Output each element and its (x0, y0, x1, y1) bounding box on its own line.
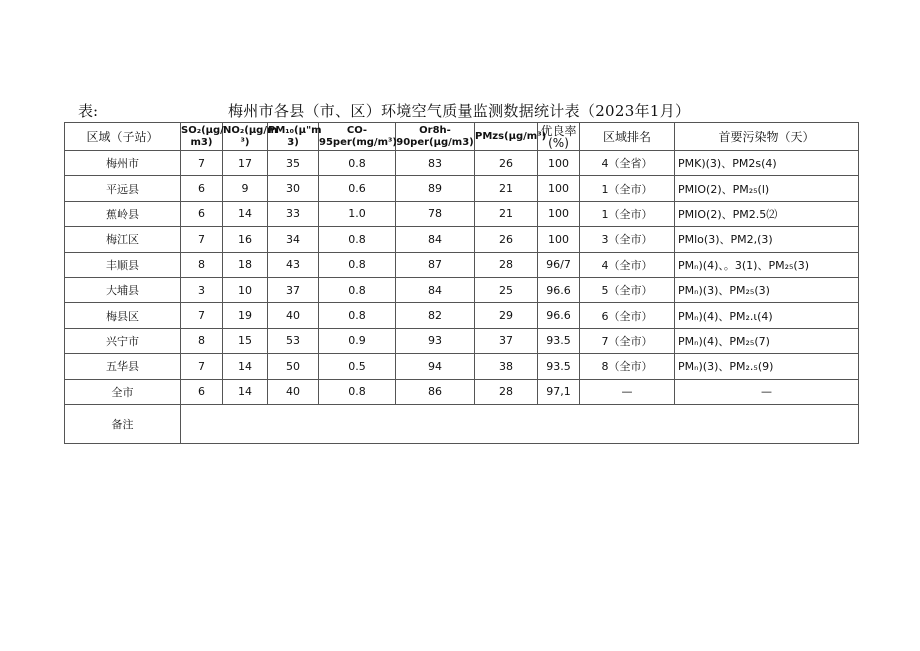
cell-pm25: 28 (475, 252, 538, 277)
header-so2: SO₂(μg/ m3) (181, 123, 223, 151)
cell-so2: 8 (181, 252, 223, 277)
cell-co: 0.8 (319, 252, 396, 277)
cell-pm10: 40 (268, 303, 319, 328)
cell-region: 梅州市 (65, 151, 181, 176)
cell-pm10: 40 (268, 379, 319, 404)
cell-o3: 78 (396, 201, 475, 226)
cell-so2: 8 (181, 328, 223, 353)
cell-co: 0.6 (319, 176, 396, 201)
cell-rate: 93.5 (538, 328, 580, 353)
cell-o3: 84 (396, 227, 475, 252)
header-no2: NO₂(μg/m ³) (223, 123, 268, 151)
cell-rank: — (580, 379, 675, 404)
cell-so2: 6 (181, 201, 223, 226)
cell-no2: 9 (223, 176, 268, 201)
cell-o3: 93 (396, 328, 475, 353)
cell-co: 0.8 (319, 227, 396, 252)
header-co: CO- 95per(mg/m³) (319, 123, 396, 151)
table-row (65, 201, 859, 226)
cell-pm10: 35 (268, 151, 319, 176)
cell-rate: 96/7 (538, 252, 580, 277)
header-rate: 优良率 (%) (538, 123, 580, 151)
cell-rank: 1（全市） (580, 201, 675, 226)
table-row-total (65, 379, 859, 404)
table-row (65, 252, 859, 277)
table-label: 表: (78, 102, 99, 120)
cell-co: 0.5 (319, 354, 396, 379)
cell-rate: 100 (538, 176, 580, 201)
cell-rate: 96.6 (538, 303, 580, 328)
cell-o3: 94 (396, 354, 475, 379)
cell-region: 丰顺县 (65, 252, 181, 277)
cell-rate: 100 (538, 227, 580, 252)
cell-pm10: 33 (268, 201, 319, 226)
cell-co: 1.0 (319, 201, 396, 226)
cell-region: 梅江区 (65, 227, 181, 252)
table-row (65, 277, 859, 302)
cell-o3: 89 (396, 176, 475, 201)
cell-no2: 14 (223, 354, 268, 379)
cell-so2: 7 (181, 354, 223, 379)
page-title: 梅州市各县（市、区）环境空气质量监测数据统计表（2023年1月） (228, 102, 691, 120)
cell-no2: 16 (223, 227, 268, 252)
cell-primary: — (675, 379, 859, 404)
header-primary: 首要污染物（天） (675, 123, 859, 151)
cell-rank: 8（全市） (580, 354, 675, 379)
cell-pm10: 34 (268, 227, 319, 252)
header-o3: Or8h- 90per(μg/m3) (396, 123, 475, 151)
cell-co: 0.8 (319, 151, 396, 176)
cell-o3: 83 (396, 151, 475, 176)
cell-so2: 7 (181, 151, 223, 176)
cell-region: 蕉岭县 (65, 201, 181, 226)
cell-co: 0.8 (319, 379, 396, 404)
cell-primary: PMₙ)(3)、PM₂₅(3) (675, 277, 859, 302)
cell-rank: 5（全市） (580, 277, 675, 302)
header-pm25: PMzs(μg/m³) (475, 123, 538, 151)
header-rank: 区域排名 (580, 123, 675, 151)
cell-region: 五华县 (65, 354, 181, 379)
table-row (65, 328, 859, 353)
cell-rank: 1（全市） (580, 176, 675, 201)
cell-rate: 100 (538, 151, 580, 176)
header-pm10: PM₁₀(μ"m 3) (268, 123, 319, 151)
cell-o3: 86 (396, 379, 475, 404)
cell-o3: 82 (396, 303, 475, 328)
cell-so2: 6 (181, 176, 223, 201)
cell-pm25: 21 (475, 176, 538, 201)
cell-rate: 93.5 (538, 354, 580, 379)
cell-no2: 14 (223, 379, 268, 404)
cell-o3: 87 (396, 252, 475, 277)
cell-rank: 3（全市） (580, 227, 675, 252)
remark-row (65, 404, 859, 443)
cell-no2: 17 (223, 151, 268, 176)
cell-region: 兴宁市 (65, 328, 181, 353)
table-row (65, 176, 859, 201)
cell-primary: PMIO(2)、PM₂₅(l) (675, 176, 859, 201)
cell-rank: 4（全市） (580, 252, 675, 277)
cell-primary: PMₙ)(4)、PM₂₅(7) (675, 328, 859, 353)
cell-so2: 6 (181, 379, 223, 404)
cell-pm25: 26 (475, 151, 538, 176)
cell-no2: 10 (223, 277, 268, 302)
cell-pm25: 37 (475, 328, 538, 353)
cell-pm25: 28 (475, 379, 538, 404)
table-row (65, 151, 859, 176)
cell-so2: 7 (181, 227, 223, 252)
cell-rank: 4（全省） (580, 151, 675, 176)
cell-primary: PMK)(3)、PM2s(4) (675, 151, 859, 176)
cell-so2: 7 (181, 303, 223, 328)
remark-value (181, 404, 859, 443)
cell-rate: 96.6 (538, 277, 580, 302)
title-row (0, 100, 920, 122)
cell-primary: PMₙ)(3)、PM₂.₅(9) (675, 354, 859, 379)
cell-pm25: 38 (475, 354, 538, 379)
table-row (65, 354, 859, 379)
cell-pm10: 30 (268, 176, 319, 201)
cell-rate: 97,1 (538, 379, 580, 404)
cell-pm25: 25 (475, 277, 538, 302)
cell-no2: 15 (223, 328, 268, 353)
remark-label: 备注 (65, 404, 181, 443)
cell-region: 平远县 (65, 176, 181, 201)
cell-rank: 6（全市） (580, 303, 675, 328)
cell-rank: 7（全市） (580, 328, 675, 353)
header-row (65, 123, 859, 151)
cell-primary: PMₙ)(4)、PM₂.ι(4) (675, 303, 859, 328)
cell-primary: PMIO(2)、PM2.5⑵ (675, 201, 859, 226)
cell-pm25: 29 (475, 303, 538, 328)
cell-pm10: 43 (268, 252, 319, 277)
cell-pm25: 26 (475, 227, 538, 252)
cell-o3: 84 (396, 277, 475, 302)
air-quality-table (64, 122, 859, 444)
cell-no2: 19 (223, 303, 268, 328)
cell-co: 0.8 (319, 303, 396, 328)
table-row (65, 303, 859, 328)
cell-rate: 100 (538, 201, 580, 226)
cell-region: 梅县区 (65, 303, 181, 328)
cell-no2: 18 (223, 252, 268, 277)
cell-primary: PMlo(3)、PM2,(3) (675, 227, 859, 252)
cell-so2: 3 (181, 277, 223, 302)
table-row (65, 227, 859, 252)
cell-region: 大埔县 (65, 277, 181, 302)
header-region: 区域（子站） (65, 123, 181, 151)
cell-pm10: 53 (268, 328, 319, 353)
cell-co: 0.9 (319, 328, 396, 353)
cell-pm10: 50 (268, 354, 319, 379)
cell-primary: PMₙ)(4)、。3(1)、PM₂₅(3) (675, 252, 859, 277)
cell-pm25: 21 (475, 201, 538, 226)
cell-region: 全市 (65, 379, 181, 404)
cell-co: 0.8 (319, 277, 396, 302)
cell-pm10: 37 (268, 277, 319, 302)
cell-no2: 14 (223, 201, 268, 226)
